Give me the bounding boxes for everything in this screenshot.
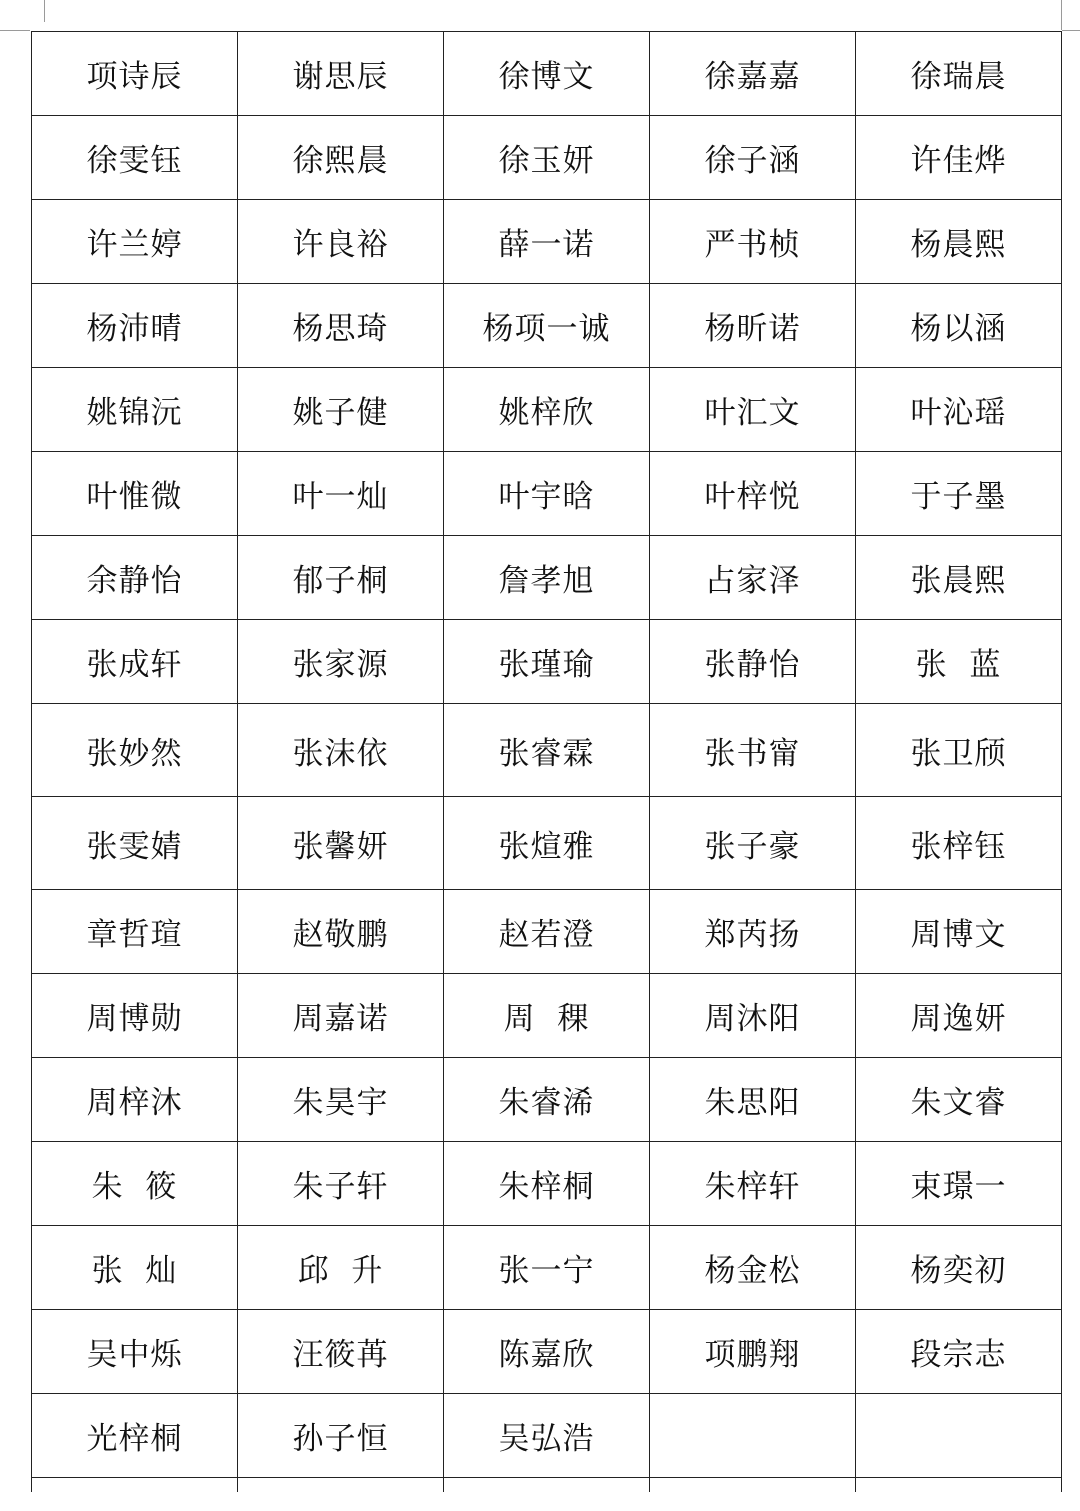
table-row [32,1142,1062,1226]
name-cell: 谢思辰 [238,32,444,116]
table-row [32,452,1062,536]
table-row [32,1226,1062,1310]
name-cell: 周博勋 [32,974,238,1058]
name-cell: 张睿霖 [444,704,650,797]
name-cell: 余静怡 [32,536,238,620]
name-cell: 张一宁 [444,1226,650,1310]
name-cell: 叶汇文 [650,368,856,452]
table-row [32,1058,1062,1142]
name-cell: 徐博文 [444,32,650,116]
name-cell: 杨晨熙 [856,200,1062,284]
name-cell: 张妙然 [32,704,238,797]
name-cell: 郑芮扬 [650,890,856,974]
name-cell: 章哲瑄 [32,890,238,974]
name-cell: 朱 筱 [32,1142,238,1226]
name-cell [650,1394,856,1478]
name-cell: 张瑾瑜 [444,620,650,704]
name-cell: 张成轩 [32,620,238,704]
name-cell: 朱昊宇 [238,1058,444,1142]
name-cell: 张卫颀 [856,704,1062,797]
name-cell: 严书桢 [650,200,856,284]
name-cell: 陈嘉欣 [444,1310,650,1394]
table-row [32,890,1062,974]
name-cell: 张子豪 [650,797,856,890]
name-cell: 许兰婷 [32,200,238,284]
table-row [32,200,1062,284]
name-cell: 张沫依 [238,704,444,797]
name-cell: 姚锦沅 [32,368,238,452]
name-cell: 朱文睿 [856,1058,1062,1142]
page-margin-mark [0,30,30,31]
table-row [32,974,1062,1058]
table-row [32,620,1062,704]
name-cell: 杨沛晴 [32,284,238,368]
name-cell: 叶宇晗 [444,452,650,536]
name-table-body [32,32,1062,1493]
name-cell: 杨项一诚 [444,284,650,368]
name-cell: 周沐阳 [650,974,856,1058]
name-cell: 张 蓝 [856,620,1062,704]
name-cell: 叶惟微 [32,452,238,536]
name-cell: 叶梓悦 [650,452,856,536]
name-cell: 邱 升 [238,1226,444,1310]
empty-cell [856,1478,1062,1493]
page-margin-mark [1062,30,1080,31]
name-cell: 张家源 [238,620,444,704]
name-cell: 占家泽 [650,536,856,620]
name-cell: 赵若澄 [444,890,650,974]
name-cell: 詹孝旭 [444,536,650,620]
name-cell: 周嘉诺 [238,974,444,1058]
empty-cell [444,1478,650,1493]
table-row-partial [32,1478,1062,1493]
name-cell: 徐玉妍 [444,116,650,200]
table-row [32,797,1062,890]
name-cell: 朱梓桐 [444,1142,650,1226]
name-cell: 薛一诺 [444,200,650,284]
name-cell: 徐子涵 [650,116,856,200]
name-cell: 郁子桐 [238,536,444,620]
name-table [31,31,1062,1492]
name-cell: 杨金松 [650,1226,856,1310]
name-cell: 汪筱苒 [238,1310,444,1394]
name-cell: 叶沁瑶 [856,368,1062,452]
name-cell: 朱睿浠 [444,1058,650,1142]
name-cell: 项诗辰 [32,32,238,116]
name-cell: 周梓沐 [32,1058,238,1142]
name-cell: 周 稞 [444,974,650,1058]
empty-cell [238,1478,444,1493]
name-cell: 许良裕 [238,200,444,284]
name-cell: 光梓桐 [32,1394,238,1478]
table-row [32,536,1062,620]
name-cell: 杨昕诺 [650,284,856,368]
table-row [32,1310,1062,1394]
name-cell: 杨奕初 [856,1226,1062,1310]
name-cell: 吴弘浩 [444,1394,650,1478]
name-cell: 于子墨 [856,452,1062,536]
name-cell: 束璟一 [856,1142,1062,1226]
name-cell: 张雯婧 [32,797,238,890]
name-cell: 周逸妍 [856,974,1062,1058]
name-cell: 杨思琦 [238,284,444,368]
table-row [32,1394,1062,1478]
name-cell: 朱梓轩 [650,1142,856,1226]
name-cell: 段宗志 [856,1310,1062,1394]
table-row [32,704,1062,797]
table-row [32,116,1062,200]
name-cell: 徐熙晨 [238,116,444,200]
name-cell: 张梓钰 [856,797,1062,890]
name-cell: 张静怡 [650,620,856,704]
name-cell: 徐雯钰 [32,116,238,200]
name-cell: 徐瑞晨 [856,32,1062,116]
page-margin-mark [44,0,45,22]
name-cell: 孙子恒 [238,1394,444,1478]
name-cell: 赵敬鹏 [238,890,444,974]
name-cell: 项鹏翔 [650,1310,856,1394]
table-row [32,368,1062,452]
name-cell: 徐嘉嘉 [650,32,856,116]
name-cell: 周博文 [856,890,1062,974]
name-cell: 朱思阳 [650,1058,856,1142]
name-cell: 张书甯 [650,704,856,797]
name-cell: 杨以涵 [856,284,1062,368]
name-cell: 叶一灿 [238,452,444,536]
name-cell: 吴中烁 [32,1310,238,1394]
name-cell: 姚梓欣 [444,368,650,452]
empty-cell [650,1478,856,1493]
name-cell: 朱子轩 [238,1142,444,1226]
table-row [32,284,1062,368]
name-cell [856,1394,1062,1478]
name-cell: 张煊雅 [444,797,650,890]
table-row [32,32,1062,116]
empty-cell [32,1478,238,1493]
name-cell: 许佳烨 [856,116,1062,200]
name-cell: 张馨妍 [238,797,444,890]
page-margin-mark [1061,0,1062,30]
name-cell: 张 灿 [32,1226,238,1310]
name-cell: 张晨熙 [856,536,1062,620]
name-cell: 姚子健 [238,368,444,452]
